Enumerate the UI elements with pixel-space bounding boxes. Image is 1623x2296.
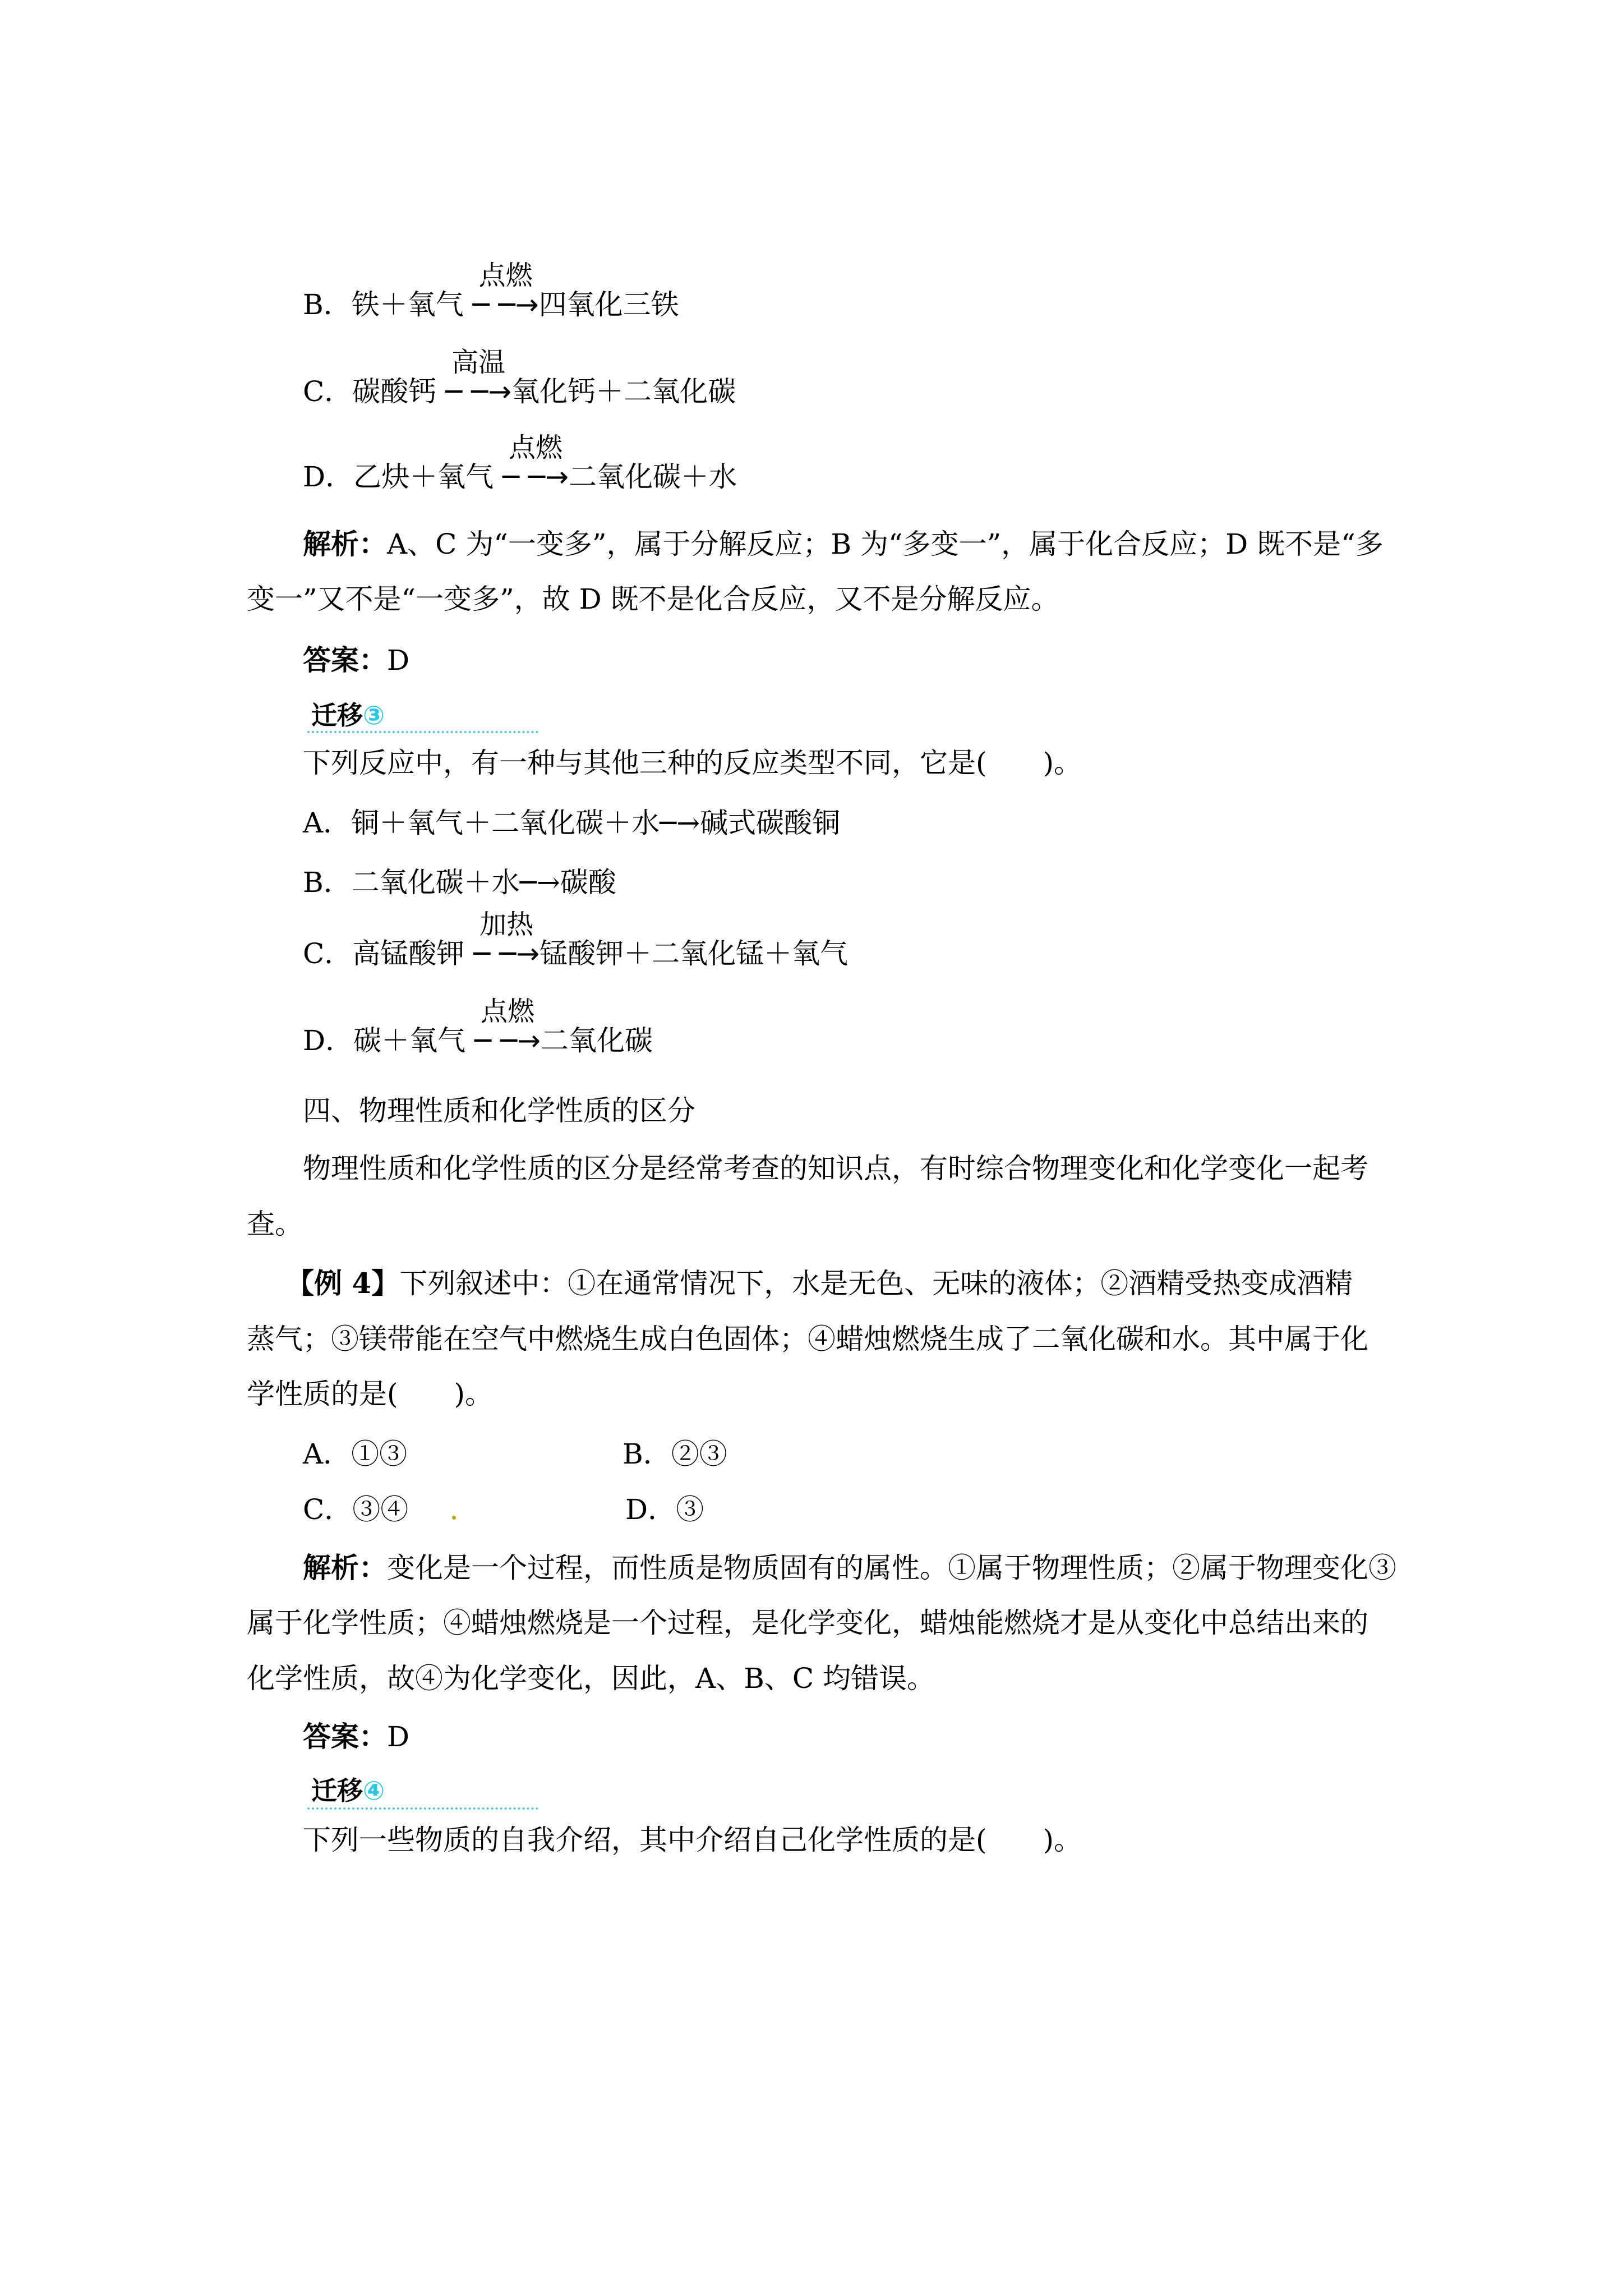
migration-label: 迁移 <box>311 1775 363 1806</box>
option-post: 二氧化碳 <box>540 1024 653 1057</box>
option-post: 四氧化三铁 <box>538 288 679 321</box>
reaction-condition: 高温 <box>451 347 506 378</box>
option-b-iron-oxygen <box>303 260 679 321</box>
analysis-label: 解析： <box>303 527 387 560</box>
migration-4-heading <box>311 1775 385 1806</box>
migration-label: 迁移 <box>311 700 363 730</box>
option-post: 氧化钙＋二氧化碳 <box>511 375 736 408</box>
answer-2 <box>303 1720 409 1754</box>
migration-number: ③ <box>363 700 385 730</box>
migration-number: ④ <box>363 1775 385 1806</box>
answer-label: 答案： <box>303 643 387 677</box>
reaction-arrow <box>472 260 539 321</box>
analysis-text: A、C 为“一变多”，属于分解反应；B 为“多变一”，属于化合反应；D 既不是“多 <box>387 528 1384 560</box>
question-3-option-b: B．二氧化碳＋水─→碳酸 <box>303 866 616 899</box>
analysis-label: 解析： <box>303 1551 387 1584</box>
example-4-option-d: D．③ <box>625 1493 704 1526</box>
example-label: 【例 4】 <box>286 1267 400 1300</box>
example-4-option-a: A．①③ <box>303 1438 408 1470</box>
section-four-heading: 四、物理性质和化学性质的区分 <box>303 1094 695 1127</box>
option-pre: B．铁＋氧气 <box>303 288 473 321</box>
section-four-intro-cont: 查。 <box>247 1208 303 1240</box>
example-4-stem-cont-2: 学性质的是( )。 <box>247 1378 494 1410</box>
answer-value: D <box>387 644 410 677</box>
reaction-condition: 加热 <box>479 909 534 940</box>
reaction-arrow <box>445 347 512 408</box>
analysis-text: 变化是一个过程，而性质是物质固有的属性。①属于物理性质；②属于物理变化③ <box>387 1552 1396 1584</box>
analysis-paragraph-1 <box>303 527 1384 561</box>
option-c-calcium-carbonate <box>303 347 736 408</box>
migration-3-rule <box>307 731 538 733</box>
analysis-paragraph-2-cont-1: 属于化学性质；④蜡烛燃烧是一个过程，是化学变化，蜡烛能燃烧才是从变化中总结出来的 <box>247 1607 1368 1639</box>
answer-value: D <box>387 1720 410 1753</box>
example-4-stem-cont-1: 蒸气；③镁带能在空气中燃烧生成白色固体；④蜡烛燃烧生成了二氧化碳和水。其中属于化 <box>247 1323 1368 1355</box>
question-3-option-d <box>303 996 653 1057</box>
reaction-arrow <box>474 996 541 1057</box>
reaction-condition: 点燃 <box>480 996 534 1027</box>
reaction-arrow <box>473 909 540 970</box>
migration-4-rule <box>307 1807 538 1810</box>
reaction-condition: 点燃 <box>508 432 562 463</box>
section-four-intro: 物理性质和化学性质的区分是经常考查的知识点，有时综合物理变化和化学变化一起考 <box>303 1152 1368 1185</box>
option-post: 锰酸钾＋二氧化锰＋氧气 <box>540 937 849 970</box>
reaction-condition: 点燃 <box>478 260 533 291</box>
option-d-acetylene <box>303 432 737 494</box>
question-4-stem: 下列一些物质的自我介绍，其中介绍自己化学性质的是( )。 <box>303 1824 1082 1856</box>
arrow-shaft: ─ ─→ <box>502 461 569 493</box>
question-3-option-a: A．铜＋氧气＋二氧化碳＋水─→碱式碳酸铜 <box>303 807 841 839</box>
option-pre: C．高锰酸钾 <box>303 937 474 970</box>
question-3-option-c <box>303 909 849 970</box>
answer-label: 答案： <box>303 1720 387 1753</box>
stray-dot-mark <box>452 1516 456 1520</box>
arrow-shaft: ─ ─→ <box>445 375 512 408</box>
answer-1 <box>303 643 409 677</box>
question-3-stem: 下列反应中，有一种与其他三种的反应类型不同，它是( )。 <box>303 747 1082 779</box>
example-4-stem <box>286 1267 1353 1300</box>
analysis-paragraph-2 <box>303 1551 1396 1585</box>
reaction-arrow <box>502 432 569 494</box>
arrow-shaft: ─ ─→ <box>472 288 539 321</box>
arrow-shaft: ─ ─→ <box>474 1024 541 1057</box>
arrow-shaft: ─ ─→ <box>473 937 540 970</box>
analysis-paragraph-1-cont: 变一”又不是“一变多”，故 D 既不是化合反应，又不是分解反应。 <box>247 583 1059 615</box>
migration-3-heading <box>311 700 385 731</box>
example-text: 下列叙述中：①在通常情况下，水是无色、无味的液体；②酒精受热变成酒精 <box>399 1267 1353 1300</box>
example-4-option-c: C．③④ <box>303 1493 409 1526</box>
analysis-paragraph-2-cont-2: 化学性质，故④为化学变化，因此，A、B、C 均错误。 <box>247 1662 935 1695</box>
option-post: 二氧化碳＋水 <box>568 461 737 493</box>
option-pre: D．乙炔＋氧气 <box>303 461 502 493</box>
example-4-option-b: B．②③ <box>623 1438 727 1470</box>
option-pre: D．碳＋氧气 <box>303 1024 474 1057</box>
option-pre: C．碳酸钙 <box>303 375 446 408</box>
